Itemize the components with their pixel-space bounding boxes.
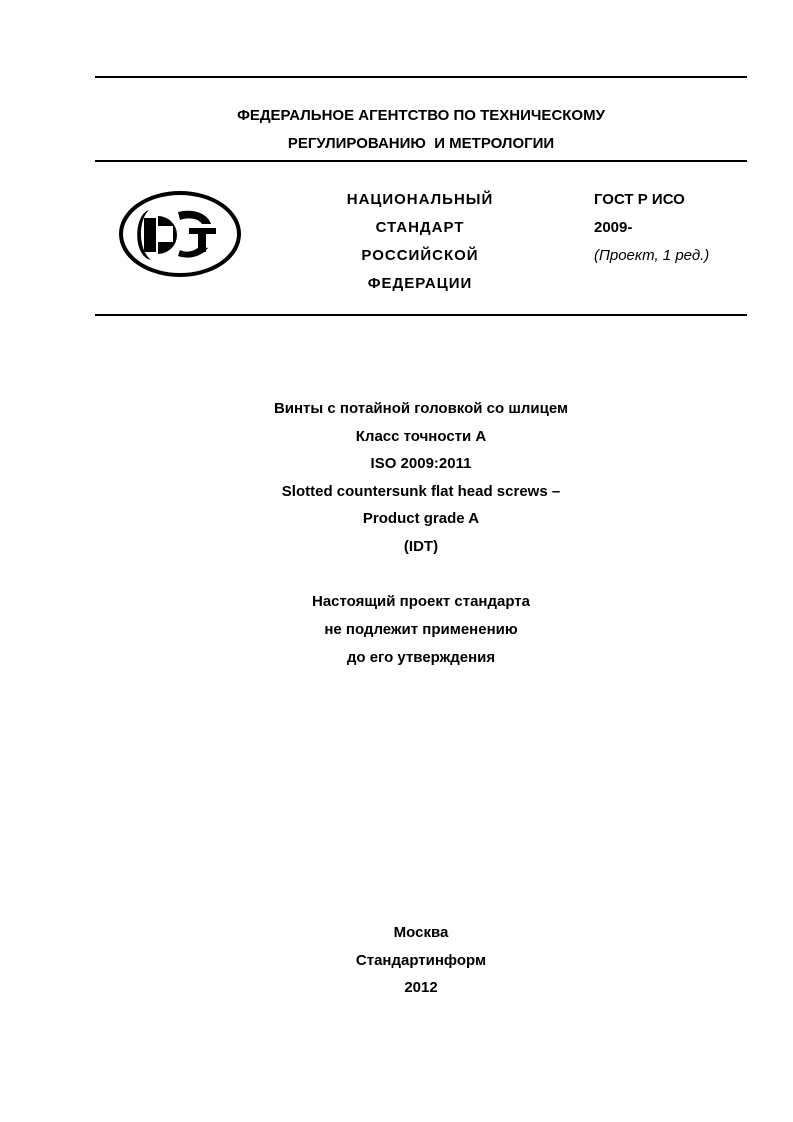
standard-designation-code: ГОСТ Р ИСО <box>594 191 685 208</box>
standard-name-line-2: СТАНДАРТ <box>375 219 465 236</box>
header-divider <box>95 160 747 162</box>
title-line-3: ISO 2009:2011 <box>370 455 472 472</box>
agency-heading <box>95 102 747 158</box>
agency-line-1: ФЕДЕРАЛЬНОЕ АГЕНТСТВО ПО ТЕХНИЧЕСКОМУ <box>237 107 605 124</box>
imprint-city: Москва <box>393 924 449 941</box>
title-line-5: Product grade A <box>362 510 480 527</box>
notice-line-3: до его утверждения <box>346 649 496 666</box>
notice-line-2: не подлежит применению <box>324 621 518 638</box>
title-line-1: Винты с потайной головкой со шлицем <box>273 400 569 417</box>
notice-line-1: Настоящий проект стандарта <box>311 593 530 610</box>
agency-line-2: РЕГУЛИРОВАНИЮ И МЕТРОЛОГИИ <box>287 135 555 152</box>
header-bottom-rule <box>95 314 747 316</box>
title-line-2: Класс точности А <box>355 427 487 445</box>
standard-designation-status: (Проект, 1 ред.) <box>594 247 710 264</box>
title-line-4: Slotted countersunk flat head screws – <box>281 482 561 500</box>
imprint-year: 2012 <box>404 979 438 996</box>
standard-name-line-4: ФЕДЕРАЦИИ <box>367 275 473 292</box>
standard-name-line-1: НАЦИОНАЛЬНЫЙ <box>346 191 494 208</box>
standard-designation <box>594 186 709 270</box>
standard-designation-number: 2009- <box>594 219 633 236</box>
imprint <box>95 919 747 1002</box>
standard-name-line-3: РОССИЙСКОЙ <box>361 247 479 264</box>
imprint-publisher: Стандартинформ <box>355 951 487 969</box>
standard-name <box>320 186 520 298</box>
title-line-6: (IDT) <box>403 537 439 555</box>
draft-notice <box>95 588 747 672</box>
rst-certification-mark-icon <box>118 190 242 278</box>
document-title <box>95 395 747 560</box>
top-rule <box>95 76 747 78</box>
